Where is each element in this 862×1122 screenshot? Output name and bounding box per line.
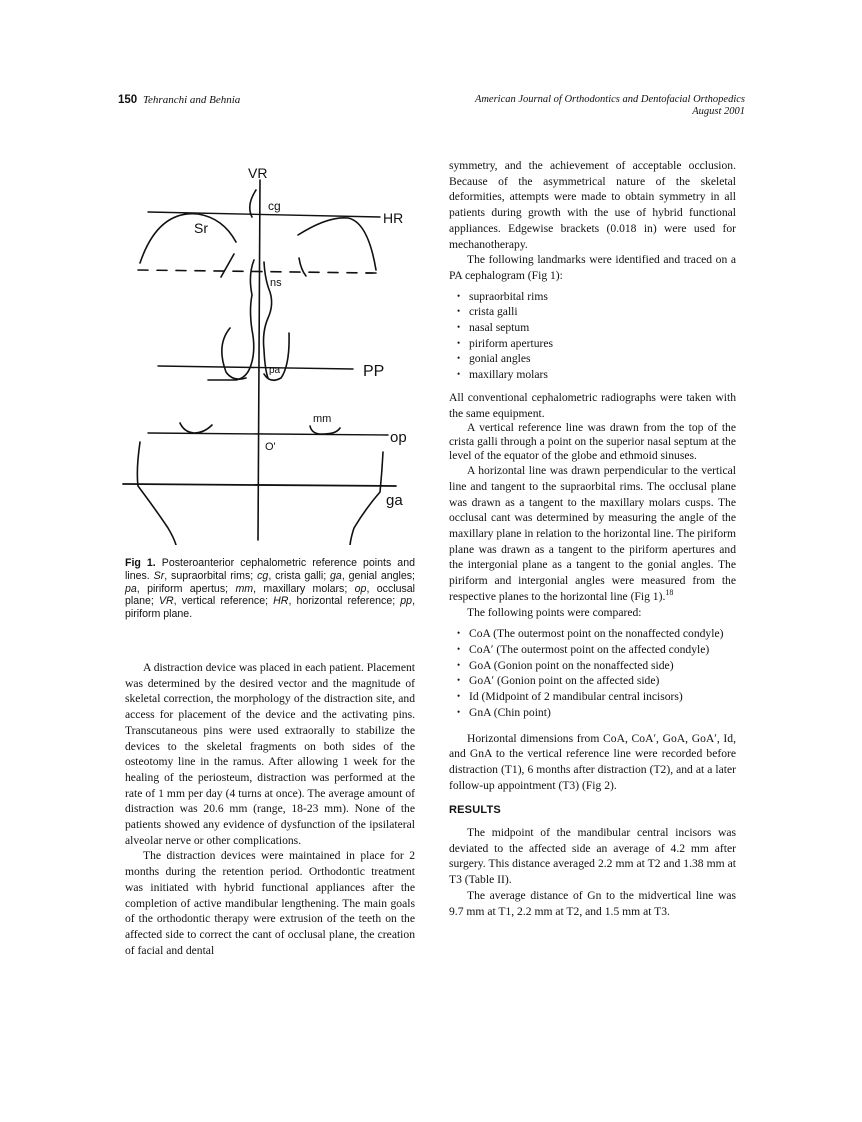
- paragraph-distraction-device: A distraction device was placed in each patient. Placement was determined by the desired vector and the magnitude of skeletal correction, the morphology of the distraction site, and access for placement of the device and the activating pins. Transcutaneous pins were used extraorally to stabilize the devices to the skeletal fragments on both sides of the osteotomy line in the ramus. After allowing 1 week for the healing of the periosteum, distraction was performed at the rate of 1 mm per day (4 turns at once). The average amount of distraction was 20.6 mm (range, 18-23 mm). None of the patients showed any evidence of dysfunction of the ipsilateral alveolar nerve or other complications.: [125, 661, 415, 847]
- left-maxillary-molar: [180, 423, 212, 433]
- left-gonial-angle: [137, 442, 176, 545]
- list-item: • CoAʹ (The outermost point on the affected condyle): [457, 642, 736, 658]
- label-mm: mm: [313, 413, 332, 425]
- label-sr: Sr: [194, 220, 208, 236]
- crista-galli-curve: [250, 190, 256, 217]
- list-item: • GnA (Chin point): [457, 705, 736, 721]
- figure-1-cephalometric-diagram: [118, 160, 418, 545]
- list-item: • maxillary molars: [457, 367, 736, 383]
- list-item: • CoA (The outermost point on the nonaffected condyle): [457, 626, 736, 642]
- label-ga: ga: [386, 492, 403, 509]
- list-item: • supraorbital rims: [457, 289, 736, 305]
- header-authors: Tehranchi and Behnia: [142, 94, 241, 106]
- list-item: • crista galli: [457, 304, 736, 320]
- figure-1-caption: [125, 557, 415, 621]
- page-number: 150: [118, 94, 138, 106]
- list-item: • Id (Midpoint of 2 mandibular central incisors): [457, 689, 736, 705]
- orbital-dashed-line: [138, 270, 373, 273]
- caption-title: Posteroanterior cephalometric reference points and lines.: [125, 557, 415, 582]
- list-item: • piriform apertures: [457, 336, 736, 352]
- list-item: • nasal septum: [457, 320, 736, 336]
- list-item: • GoA (Gonion point on the nonaffected side): [457, 658, 736, 674]
- label-cg: cg: [268, 199, 281, 213]
- right-gonial-angle: [350, 452, 383, 545]
- paragraph-points-intro: The following points were compared:: [467, 605, 642, 619]
- landmarks-list: [449, 289, 736, 383]
- left-orbit-inner: [221, 254, 234, 277]
- nasal-septum-left: [208, 260, 254, 380]
- paragraph-results-gn: The average distance of Gn to the midvertical line was 9.7 mm at T1, 2.2 mm at T2, and 1.5 mm at T3.: [449, 888, 736, 918]
- caption-label: Fig 1.: [125, 557, 156, 569]
- label-op: op: [390, 429, 407, 446]
- paragraph-horizontal-dimensions: Horizontal dimensions from CoA, CoAʹ, GoA, GoAʹ, Id, and GnA to the vertical reference line were recorded before distraction (T1), 6 months after distraction (T2), and at a later follow-up appointment (T3) (Fig 2).: [449, 731, 736, 792]
- list-item: • gonial angles: [457, 351, 736, 367]
- paragraph-symmetry: symmetry, and the achievement of acceptable occlusion. Because of the asymmetrical nature of the skeletal deformities, attempts were made to obtain symmetry in all patients during growth with the use of hybrid functional appliances. Edgewise brackets (0.018 in) were used for mechanotherapy.: [449, 159, 736, 251]
- label-pa: pa: [269, 365, 281, 376]
- occlusal-plane-line: [148, 433, 388, 435]
- paragraph-landmarks-intro: The following landmarks were identified and traced on a PA cephalogram (Fig 1):: [449, 253, 736, 282]
- left-supraorbital-rim: [140, 214, 236, 263]
- left-piriform-aperture: [222, 328, 246, 379]
- label-o-point: O': [265, 441, 276, 453]
- citation-superscript: 18: [665, 588, 674, 598]
- paragraph-retention: The distraction devices were maintained in place for 2 months during the retention period. Orthodontic treatment was initiated with hybrid functional appliances after the completion of active mandibular lengthening. The main goals of the orthodontic therapy were extrusion of the teeth on the affected side to correct the cant of occlusal plane, the creation of facial and dental: [125, 849, 415, 957]
- paragraph-horizontal-line: A horizontal line was drawn perpendicular to the vertical line and tangent to the supraorbital rims. The occlusal plane was drawn as a tangent to the maxillary molars cusps. The occlusal cant was determined by measuring the angle of the maxillary plane in relation to the horizontal line. The piriform plane was drawn as a tangent to the piriform apertures and the intergonial plane as a tangent to the gonial angles. The piriform and intergonial angles were measured from the respective planes to the horizontal line (Fig 1).$^{18}$: [449, 464, 736, 603]
- paragraph-equipment: All conventional cephalometric radiographs were taken with the same equipment.: [449, 390, 736, 420]
- list-item: • GoAʹ (Gonion point on the affected side): [457, 673, 736, 689]
- piriform-plane-line: [158, 366, 353, 369]
- section-heading-results: RESULTS: [449, 804, 501, 817]
- label-vr: VR: [248, 165, 268, 181]
- header-right: [475, 94, 745, 118]
- caption-definitions: Sr, supraorbital rims; cg, crista galli; ga, genial angles; pa, piriform apertus; mm, maxillary molars; op, occlusal plane; VR, vertical reference; HR, horizontal reference; pp, piriform plane.: [125, 569, 416, 621]
- cephalometric-drawing: [118, 160, 418, 545]
- paragraph-results-incisors: The midpoint of the mandibular central incisors was deviated to the affected side an average of 4.2 mm after surgery. This distance averaged 2.2 mm at T2 and 1.38 mm at T3 (Table II).: [449, 826, 736, 887]
- header-left: [118, 94, 240, 106]
- label-ns: ns: [270, 277, 282, 289]
- label-pp: PP: [363, 363, 385, 380]
- right-orbit-inner: [299, 258, 306, 276]
- issue-date: August 2001: [692, 106, 745, 117]
- right-maxillary-molar: [310, 426, 340, 434]
- running-header: [118, 94, 745, 124]
- journal-title: American Journal of Orthodontics and Dentofacial Orthopedics: [474, 94, 745, 105]
- points-compared-list: [449, 626, 736, 720]
- vertical-reference-line: [258, 180, 260, 540]
- right-supraorbital-rim: [298, 218, 376, 270]
- paragraph-vertical-reference: A vertical reference line was drawn from the top of the crista galli through a point on the superior nasal septum at the level of the equator of the globe and ethmoid sinuses.: [449, 421, 736, 463]
- intergonial-line: [123, 484, 396, 486]
- left-column-text: [125, 660, 415, 958]
- right-column-text: [449, 158, 736, 919]
- label-hr: HR: [383, 210, 404, 226]
